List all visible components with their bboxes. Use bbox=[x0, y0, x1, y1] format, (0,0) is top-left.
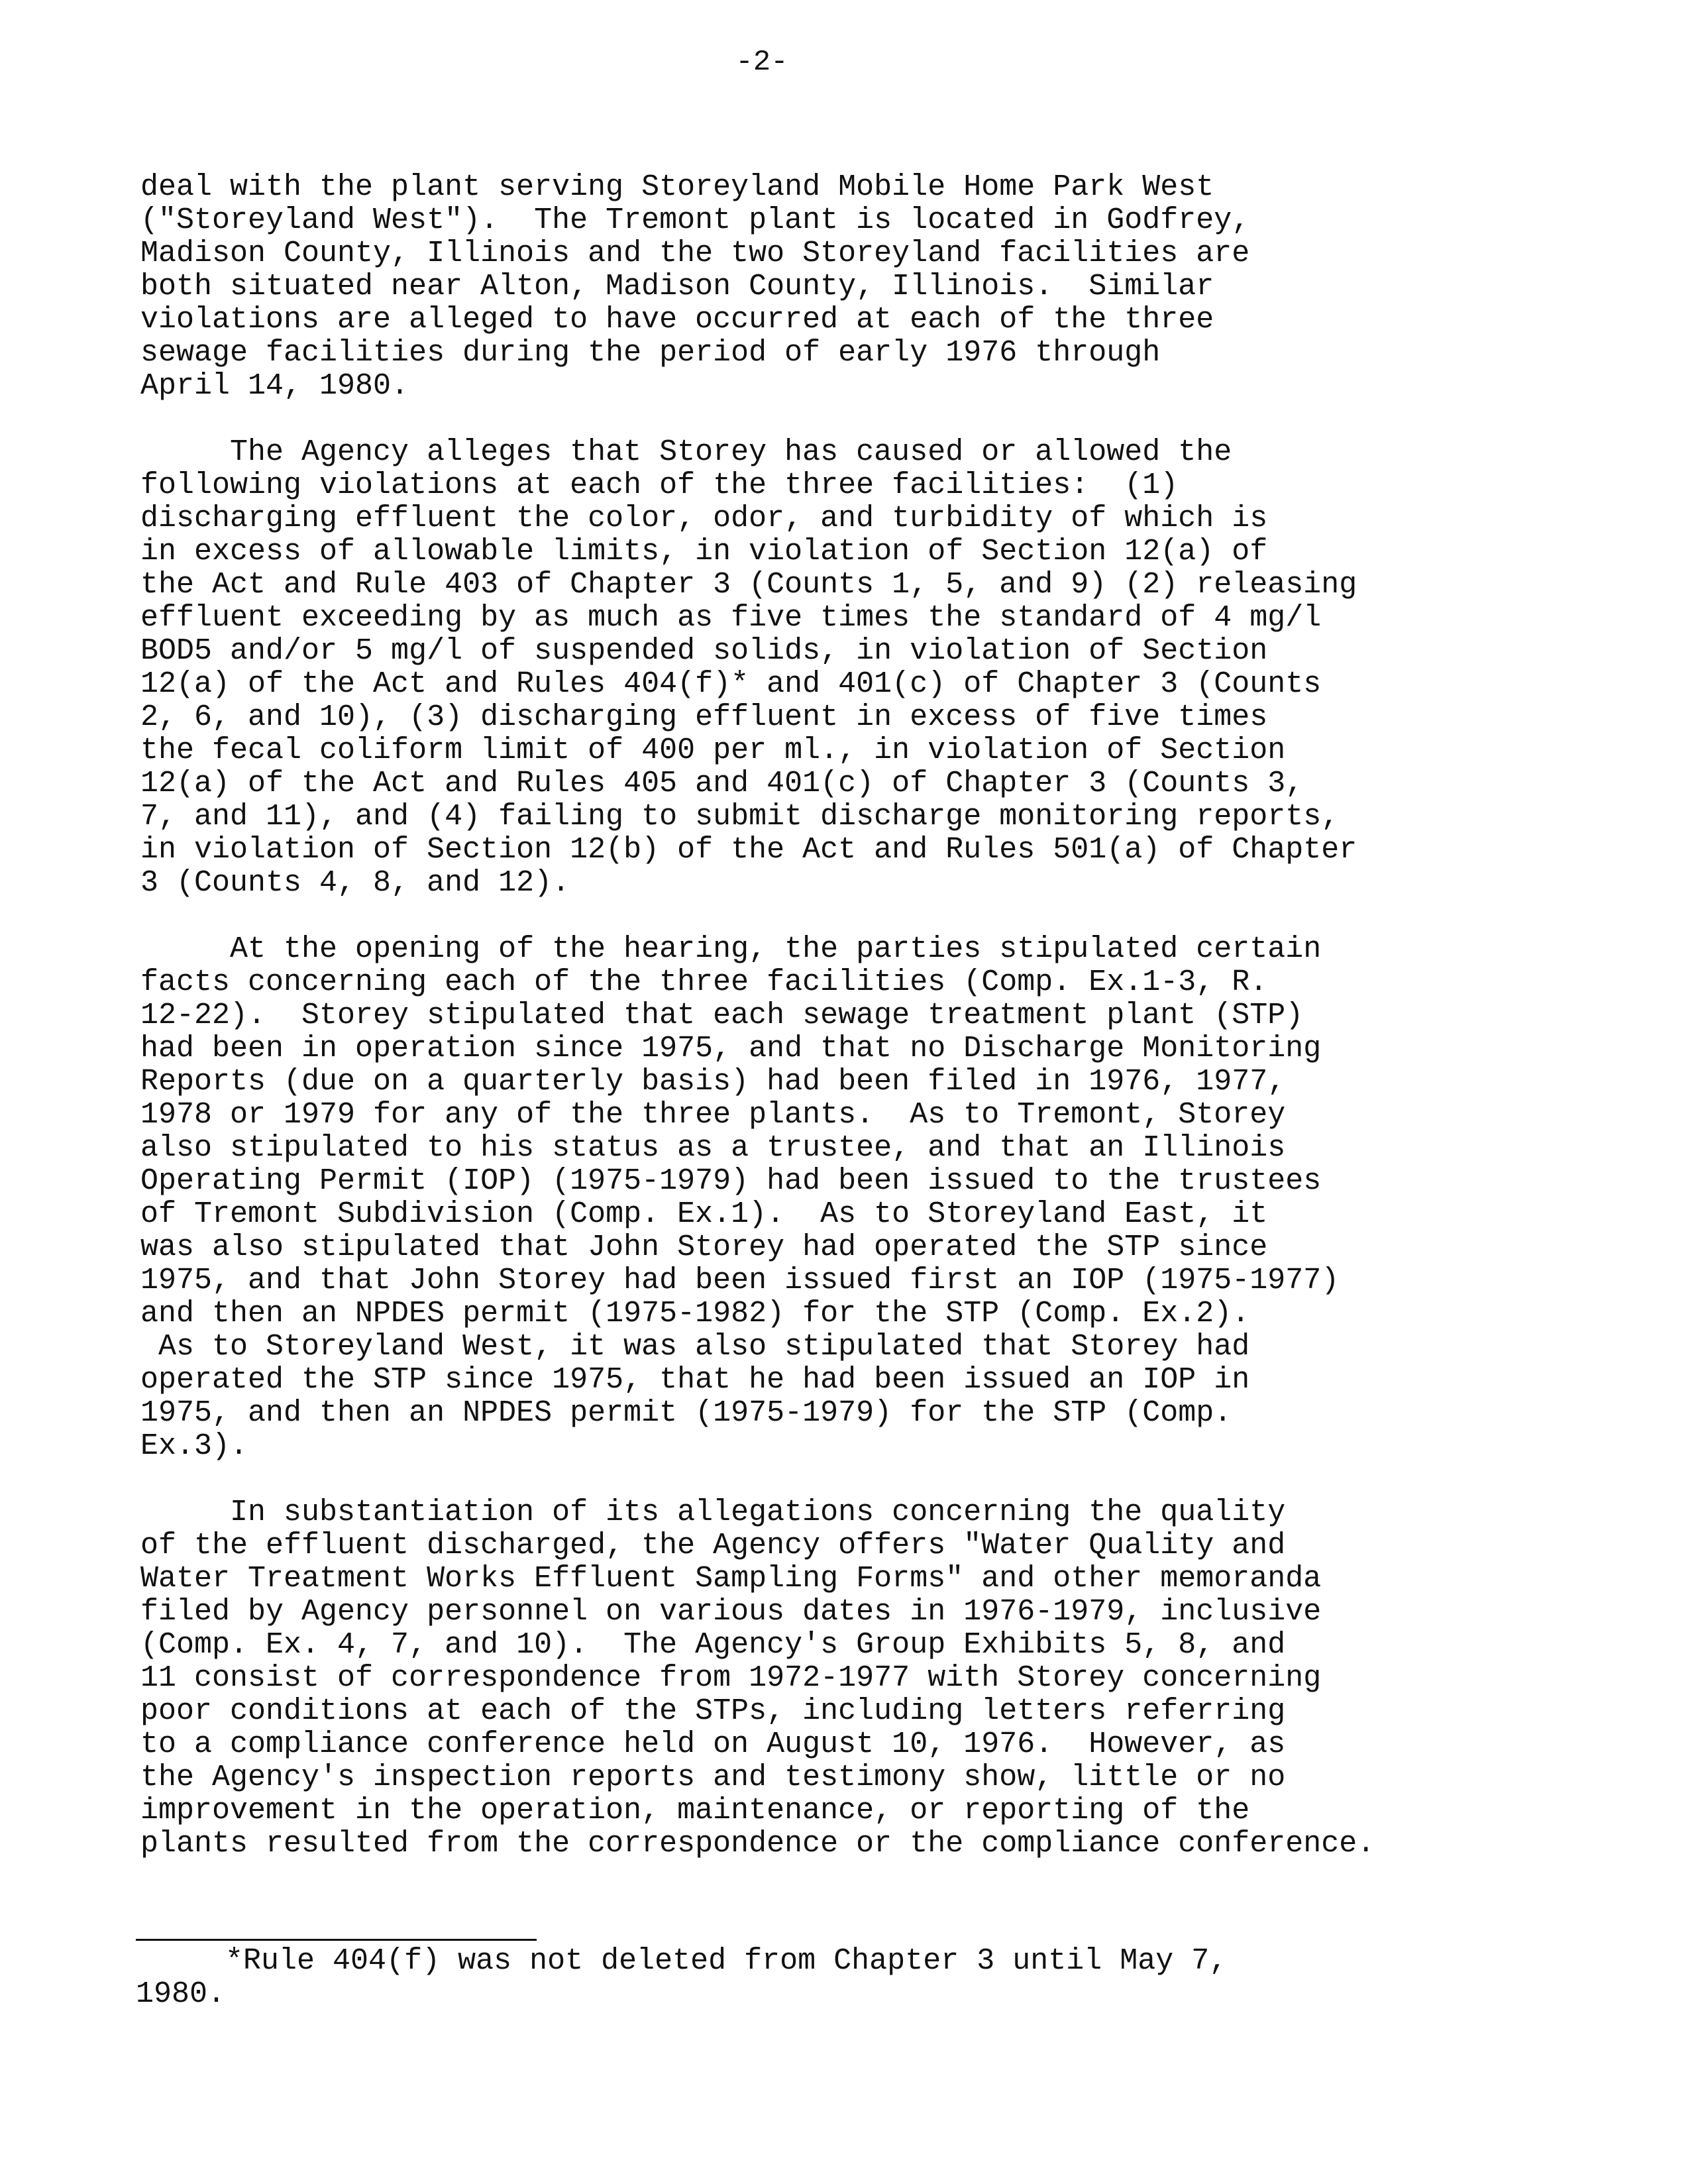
text-line: 1975, and that John Storey had been issued first an IOP (1975-1977) bbox=[140, 1264, 1340, 1297]
text-line: was also stipulated that John Storey had operated the STP since bbox=[140, 1230, 1268, 1264]
text-line: 2, 6, and 10), (3) discharging effluent in excess of five times bbox=[140, 700, 1268, 734]
text-line: The Agency alleges that Storey has caused or allowed the bbox=[140, 435, 1232, 469]
text-line: and then an NPDES permit (1975-1982) for the STP (Comp. Ex.2). bbox=[140, 1297, 1250, 1331]
text-line: both situated near Alton, Madison County, Illinois. Similar bbox=[140, 270, 1214, 303]
page-number: -2- bbox=[735, 46, 788, 79]
text-line: 7, and 11), and (4) failing to submit discharge monitoring reports, bbox=[140, 800, 1340, 834]
document-body bbox=[140, 171, 1565, 1894]
paragraph bbox=[140, 436, 1565, 900]
text-line: plants resulted from the correspondence or the compliance conference. bbox=[140, 1827, 1375, 1861]
paragraph bbox=[140, 1496, 1565, 1861]
text-line: As to Storeyland West, it was also stipulated that Storey had bbox=[140, 1330, 1250, 1364]
text-line: Madison County, Illinois and the two Storeyland facilities are bbox=[140, 237, 1250, 270]
text-line: to a compliance conference held on August 10, 1976. However, as bbox=[140, 1727, 1286, 1761]
text-line: also stipulated to his status as a trustee, and that an Illinois bbox=[140, 1131, 1286, 1165]
text-line: the Agency's inspection reports and testimony show, little or no bbox=[140, 1761, 1286, 1794]
paragraph bbox=[140, 171, 1565, 403]
text-line: 11 consist of correspondence from 1972-1977 with Storey concerning bbox=[140, 1661, 1322, 1695]
footnote-line: *Rule 404(f) was not deleted from Chapter 3 until May 7, bbox=[136, 1944, 1228, 1978]
paragraph bbox=[140, 933, 1565, 1463]
text-line: effluent exceeding by as much as five times the standard of 4 mg/l bbox=[140, 601, 1322, 635]
text-line: 1975, and then an NPDES permit (1975-1979) for the STP (Comp. bbox=[140, 1396, 1232, 1430]
text-line: had been in operation since 1975, and that no Discharge Monitoring bbox=[140, 1032, 1322, 1065]
footnote-divider bbox=[136, 1939, 537, 1941]
text-line: 12(a) of the Act and Rules 404(f)* and 401(c) of Chapter 3 (Counts bbox=[140, 667, 1322, 701]
text-line: of the effluent discharged, the Agency offers "Water Quality and bbox=[140, 1529, 1286, 1562]
text-line: Reports (due on a quarterly basis) had been filed in 1976, 1977, bbox=[140, 1065, 1286, 1099]
text-line: Water Treatment Works Effluent Sampling Forms" and other memoranda bbox=[140, 1562, 1322, 1596]
text-line: of Tremont Subdivision (Comp. Ex.1). As to Storeyland East, it bbox=[140, 1197, 1268, 1231]
text-line: 12-22). Storey stipulated that each sewage treatment plant (STP) bbox=[140, 999, 1304, 1032]
text-line: improvement in the operation, maintenance, or reporting of the bbox=[140, 1794, 1250, 1828]
text-line: facts concerning each of the three facilities (Comp. Ex.1-3, R. bbox=[140, 965, 1268, 999]
text-line: Operating Permit (IOP) (1975-1979) had been issued to the trustees bbox=[140, 1164, 1322, 1198]
text-line: deal with the plant serving Storeyland Mobile Home Park West bbox=[140, 170, 1214, 204]
text-line: At the opening of the hearing, the parties stipulated certain bbox=[140, 932, 1322, 966]
text-line: (Comp. Ex. 4, 7, and 10). The Agency's Group Exhibits 5, 8, and bbox=[140, 1628, 1286, 1662]
text-line: ("Storeyland West"). The Tremont plant is located in Godfrey, bbox=[140, 203, 1250, 237]
text-line: Ex.3). bbox=[140, 1429, 248, 1463]
text-line: poor conditions at each of the STPs, including letters referring bbox=[140, 1694, 1286, 1728]
footnote-line: 1980. bbox=[136, 1977, 226, 2011]
text-line: In substantiation of its allegations concerning the quality bbox=[140, 1496, 1286, 1529]
text-line: April 14, 1980. bbox=[140, 369, 409, 403]
text-line: BOD5 and/or 5 mg/l of suspended solids, in violation of Section bbox=[140, 634, 1268, 668]
text-line: in violation of Section 12(b) of the Act and Rules 501(a) of Chapter bbox=[140, 833, 1357, 867]
text-line: in excess of allowable limits, in violation of Section 12(a) of bbox=[140, 535, 1268, 569]
text-line: discharging effluent the color, odor, and turbidity of which is bbox=[140, 502, 1268, 535]
text-line: 3 (Counts 4, 8, and 12). bbox=[140, 866, 570, 900]
text-line: operated the STP since 1975, that he had been issued an IOP in bbox=[140, 1363, 1250, 1397]
text-line: following violations at each of the three facilities: (1) bbox=[140, 468, 1179, 502]
footnote bbox=[136, 1945, 1560, 2011]
text-line: 12(a) of the Act and Rules 405 and 401(c) of Chapter 3 (Counts 3, bbox=[140, 767, 1304, 800]
text-line: filed by Agency personnel on various dates in 1976-1979, inclusive bbox=[140, 1595, 1322, 1629]
text-line: the Act and Rule 403 of Chapter 3 (Counts 1, 5, and 9) (2) releasing bbox=[140, 568, 1357, 602]
text-line: violations are alleged to have occurred at each of the three bbox=[140, 303, 1214, 337]
text-line: sewage facilities during the period of early 1976 through bbox=[140, 336, 1161, 370]
text-line: 1978 or 1979 for any of the three plants. As to Tremont, Storey bbox=[140, 1098, 1286, 1132]
text-line: the fecal coliform limit of 400 per ml., in violation of Section bbox=[140, 734, 1286, 767]
